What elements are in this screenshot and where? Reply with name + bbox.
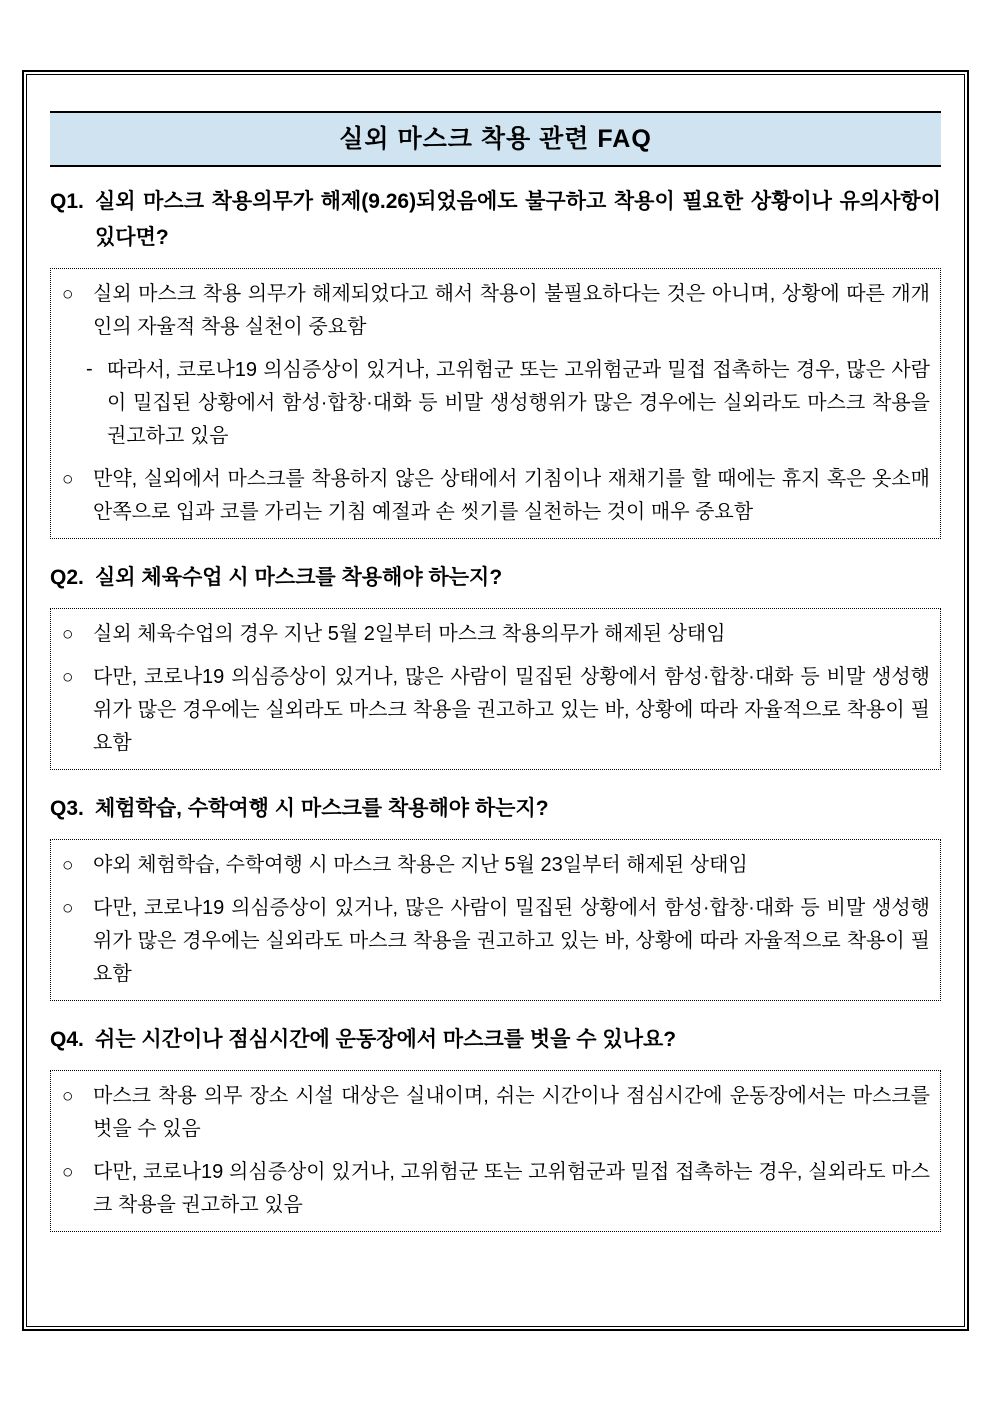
answer-item [61,849,930,882]
answer-item [61,278,930,344]
answer-item [61,661,930,760]
title-banner [50,111,941,167]
answer-text: 야외 체험학습, 수학여행 시 마스크 착용은 지난 5월 23일부터 해제된 상태임 [93,854,748,876]
circle-bullet-icon: ○ [62,1162,74,1183]
answer-item [61,892,930,991]
document-frame [22,70,969,1331]
answer-box-q3 [50,839,941,1001]
answer-text: 실외 체육수업의 경우 지난 5월 2일부터 마스크 착용의무가 해제된 상태임 [93,623,726,645]
circle-bullet-icon: ○ [62,624,74,645]
question-text: 체험학습, 수학여행 시 마스크를 착용해야 하는지? [95,797,549,820]
answer-item [61,354,930,453]
answer-box-q4 [50,1070,941,1232]
circle-bullet-icon: ○ [62,469,74,490]
question-label: Q2. [50,566,84,589]
question-q2 [50,560,941,596]
circle-bullet-icon: ○ [62,667,74,688]
answer-text: 따라서, 코로나19 의심증상이 있거나, 고위험군 또는 고위험군과 밀접 접촉하는 경우, 많은 사람이 밀집된 상황에서 함성·합창·대화 등 비말 생성행위가 많은 경우에는 실외라도 마스크 착용을 권고하고 있음 [107,359,930,447]
question-label: Q1. [50,190,84,213]
question-q1 [50,184,941,256]
question-q4 [50,1022,941,1058]
answer-text: 만약, 실외에서 마스크를 착용하지 않은 상태에서 기침이나 재채기를 할 때에는 휴지 혹은 옷소매 안쪽으로 입과 코를 가리는 기침 예절과 손 씻기를 실천하는 것이 매우 중요함 [93,468,930,523]
question-q3 [50,791,941,827]
question-text: 실외 체육수업 시 마스크를 착용해야 하는지? [95,566,503,589]
circle-bullet-icon: ○ [62,898,74,919]
answer-item [61,1080,930,1146]
answer-item [61,463,930,529]
answer-text: 다만, 코로나19 의심증상이 있거나, 고위험군 또는 고위험군과 밀접 접촉하는 경우, 실외라도 마스크 착용을 권고하고 있음 [93,1161,930,1216]
dash-bullet-icon: - [86,358,93,380]
question-text: 실외 마스크 착용의무가 해제(9.26)되었음에도 불구하고 착용이 필요한 상황이나 유의사항이 있다면? [95,190,941,249]
document-title: 실외 마스크 착용 관련 FAQ [339,125,652,153]
answer-text: 다만, 코로나19 의심증상이 있거나, 많은 사람이 밀집된 상황에서 함성·합창·대화 등 비말 생성행위가 많은 경우에는 실외라도 마스크 착용을 권고하고 있는 바, 상황에 따라 자율적으로 착용이 필요함 [93,666,930,754]
circle-bullet-icon: ○ [62,1086,74,1107]
answer-item [61,618,930,651]
answer-item [61,1156,930,1222]
answer-text: 실외 마스크 착용 의무가 해제되었다고 해서 착용이 불필요하다는 것은 아니며, 상황에 따른 개개인의 자율적 착용 실천이 중요함 [93,283,930,338]
question-label: Q4. [50,1028,84,1051]
question-label: Q3. [50,797,84,820]
circle-bullet-icon: ○ [62,284,74,305]
answer-box-q1 [50,268,941,539]
question-text: 쉬는 시간이나 점심시간에 운동장에서 마스크를 벗을 수 있나요? [95,1028,677,1051]
document-frame-inner [26,74,965,1327]
answer-box-q2 [50,608,941,770]
circle-bullet-icon: ○ [62,855,74,876]
answer-text: 다만, 코로나19 의심증상이 있거나, 많은 사람이 밀집된 상황에서 함성·합창·대화 등 비말 생성행위가 많은 경우에는 실외라도 마스크 착용을 권고하고 있는 바, 상황에 따라 자율적으로 착용이 필요함 [93,897,930,985]
answer-text: 마스크 착용 의무 장소 시설 대상은 실내이며, 쉬는 시간이나 점심시간에 운동장에서는 마스크를 벗을 수 있음 [93,1085,930,1140]
